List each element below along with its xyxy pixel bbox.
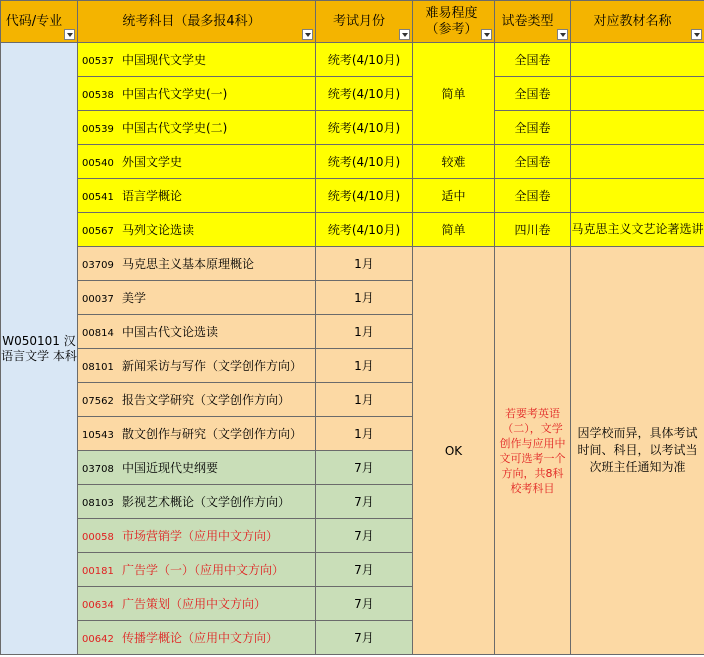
subject-cell[interactable] <box>78 179 316 213</box>
month-cell[interactable]: 1月 <box>316 281 413 315</box>
header-exam-month[interactable] <box>316 1 413 43</box>
subject-code: 03709 <box>82 260 114 271</box>
subject-cell[interactable] <box>78 451 316 485</box>
header-code-major[interactable] <box>1 1 78 43</box>
month-cell[interactable]: 统考(4/10月) <box>316 179 413 213</box>
subject-code: 08101 <box>82 362 114 373</box>
subject-name: 影视艺术概论（文学创作方向） <box>122 495 291 509</box>
textbook-cell[interactable] <box>571 43 704 77</box>
subject-name: 中国古代文论选读 <box>122 325 219 339</box>
difficulty-cell[interactable]: 简单 <box>413 213 495 247</box>
subject-name: 中国古代文学史(一) <box>122 87 228 101</box>
subject-cell[interactable] <box>78 349 316 383</box>
month-cell[interactable]: 7月 <box>316 587 413 621</box>
major-cell[interactable] <box>1 43 78 655</box>
filter-dropdown-icon[interactable] <box>557 29 568 40</box>
subject-name: 新闻采访与写作（文学创作方向） <box>122 359 303 373</box>
textbook-cell[interactable] <box>571 179 704 213</box>
paper-cell[interactable]: 全国卷 <box>495 77 571 111</box>
subject-name: 报告文学研究（文学创作方向） <box>122 393 291 407</box>
month-cell[interactable]: 7月 <box>316 485 413 519</box>
subject-cell[interactable] <box>78 519 316 553</box>
subject-cell[interactable] <box>78 315 316 349</box>
month-cell[interactable]: 统考(4/10月) <box>316 111 413 145</box>
textbook-note-cell[interactable]: 因学校而异，具体考试时间、科目，以考试当次班主任通知为准 <box>571 247 704 655</box>
subject-code: 00642 <box>82 634 114 645</box>
header-exam-month-label: 考试月份 <box>332 13 385 29</box>
month-cell[interactable]: 统考(4/10月) <box>316 213 413 247</box>
subject-name: 中国现代文学史 <box>122 53 207 67</box>
subject-code: 00538 <box>82 90 114 101</box>
subject-cell[interactable] <box>78 485 316 519</box>
subject-name: 马克思主义基本原理概论 <box>122 257 255 271</box>
subject-code: 00814 <box>82 328 114 339</box>
filter-dropdown-icon[interactable] <box>691 29 702 40</box>
subject-code: 10543 <box>82 430 114 441</box>
subject-cell[interactable] <box>78 621 316 655</box>
subject-code: 00634 <box>82 600 114 611</box>
difficulty-cell[interactable]: 适中 <box>413 179 495 213</box>
paper-cell[interactable]: 四川卷 <box>495 213 571 247</box>
difficulty-cell[interactable]: OK <box>413 247 495 655</box>
subject-code: 07562 <box>82 396 114 407</box>
subject-code: 08103 <box>82 498 114 509</box>
month-cell[interactable]: 1月 <box>316 247 413 281</box>
subject-name: 传播学概论（应用中文方向） <box>122 631 279 645</box>
month-cell[interactable]: 统考(4/10月) <box>316 43 413 77</box>
header-paper-type-label: 试卷类型 <box>501 13 554 29</box>
subject-cell[interactable] <box>78 587 316 621</box>
month-cell[interactable]: 统考(4/10月) <box>316 77 413 111</box>
difficulty-cell[interactable]: 较难 <box>413 145 495 179</box>
month-cell[interactable]: 1月 <box>316 383 413 417</box>
header-textbook[interactable] <box>571 1 704 43</box>
month-cell[interactable]: 7月 <box>316 451 413 485</box>
paper-cell[interactable]: 全国卷 <box>495 43 571 77</box>
subject-cell[interactable] <box>78 213 316 247</box>
subject-name: 广告学（一）（应用中文方向） <box>122 563 285 577</box>
filter-dropdown-icon[interactable] <box>64 29 75 40</box>
subject-cell[interactable] <box>78 77 316 111</box>
subject-cell[interactable] <box>78 281 316 315</box>
header-paper-type[interactable] <box>495 1 571 43</box>
month-cell[interactable]: 7月 <box>316 553 413 587</box>
subject-name: 散文创作与研究（文学创作方向） <box>122 427 303 441</box>
subject-cell[interactable] <box>78 111 316 145</box>
subject-cell[interactable] <box>78 553 316 587</box>
subject-code: 00541 <box>82 192 114 203</box>
subject-cell[interactable] <box>78 247 316 281</box>
subject-name: 语言学概论 <box>122 189 183 203</box>
filter-dropdown-icon[interactable] <box>399 29 410 40</box>
month-cell[interactable]: 1月 <box>316 349 413 383</box>
header-textbook-label: 对应教材名称 <box>593 13 672 29</box>
subject-code: 00540 <box>82 158 114 169</box>
subject-name: 马列文论选读 <box>122 223 195 237</box>
major-label: W050101 汉语言文学 本科 <box>1 333 77 363</box>
subject-name: 广告策划（应用中文方向） <box>122 597 267 611</box>
difficulty-cell[interactable]: 简单 <box>413 43 495 145</box>
subject-name: 外国文学史 <box>122 155 183 169</box>
header-difficulty-label: 难易程度（参考） <box>425 5 478 37</box>
subject-code: 00537 <box>82 56 114 67</box>
month-cell[interactable]: 1月 <box>316 315 413 349</box>
subject-code: 00181 <box>82 566 114 577</box>
subject-name: 中国古代文学史(二) <box>122 121 228 135</box>
subject-cell[interactable] <box>78 417 316 451</box>
paper-cell[interactable]: 全国卷 <box>495 111 571 145</box>
header-difficulty[interactable] <box>413 1 495 43</box>
month-cell[interactable]: 7月 <box>316 519 413 553</box>
textbook-cell[interactable] <box>571 145 704 179</box>
subject-name: 市场营销学（应用中文方向） <box>122 529 279 543</box>
header-subject-label: 统考科目（最多报4科） <box>122 13 261 29</box>
paper-cell[interactable]: 全国卷 <box>495 179 571 213</box>
header-subject[interactable] <box>78 1 316 43</box>
filter-dropdown-icon[interactable] <box>302 29 313 40</box>
subject-cell[interactable] <box>78 145 316 179</box>
header-code-major-label: 代码/专业 <box>5 13 63 29</box>
filter-dropdown-icon[interactable] <box>481 29 492 40</box>
paper-cell[interactable]: 全国卷 <box>495 145 571 179</box>
subject-code: 00037 <box>82 294 114 305</box>
subject-name: 美学 <box>122 291 147 305</box>
paper-note-cell[interactable]: 若要考英语（二），文学创作与应用中文可选考一个方向，共8科校考科目 <box>495 247 571 655</box>
subject-cell[interactable] <box>78 43 316 77</box>
subject-code: 00567 <box>82 226 114 237</box>
month-cell[interactable]: 7月 <box>316 621 413 655</box>
subject-code: 00539 <box>82 124 114 135</box>
month-cell[interactable]: 统考(4/10月) <box>316 145 413 179</box>
subject-code: 00058 <box>82 532 114 543</box>
textbook-cell[interactable] <box>571 111 704 145</box>
subject-name: 中国近现代史纲要 <box>122 461 219 475</box>
subject-code: 03708 <box>82 464 114 475</box>
subject-cell[interactable] <box>78 383 316 417</box>
textbook-cell[interactable] <box>571 77 704 111</box>
textbook-cell[interactable]: 马克思主义文艺论著选讲 <box>571 213 704 247</box>
month-cell[interactable]: 1月 <box>316 417 413 451</box>
